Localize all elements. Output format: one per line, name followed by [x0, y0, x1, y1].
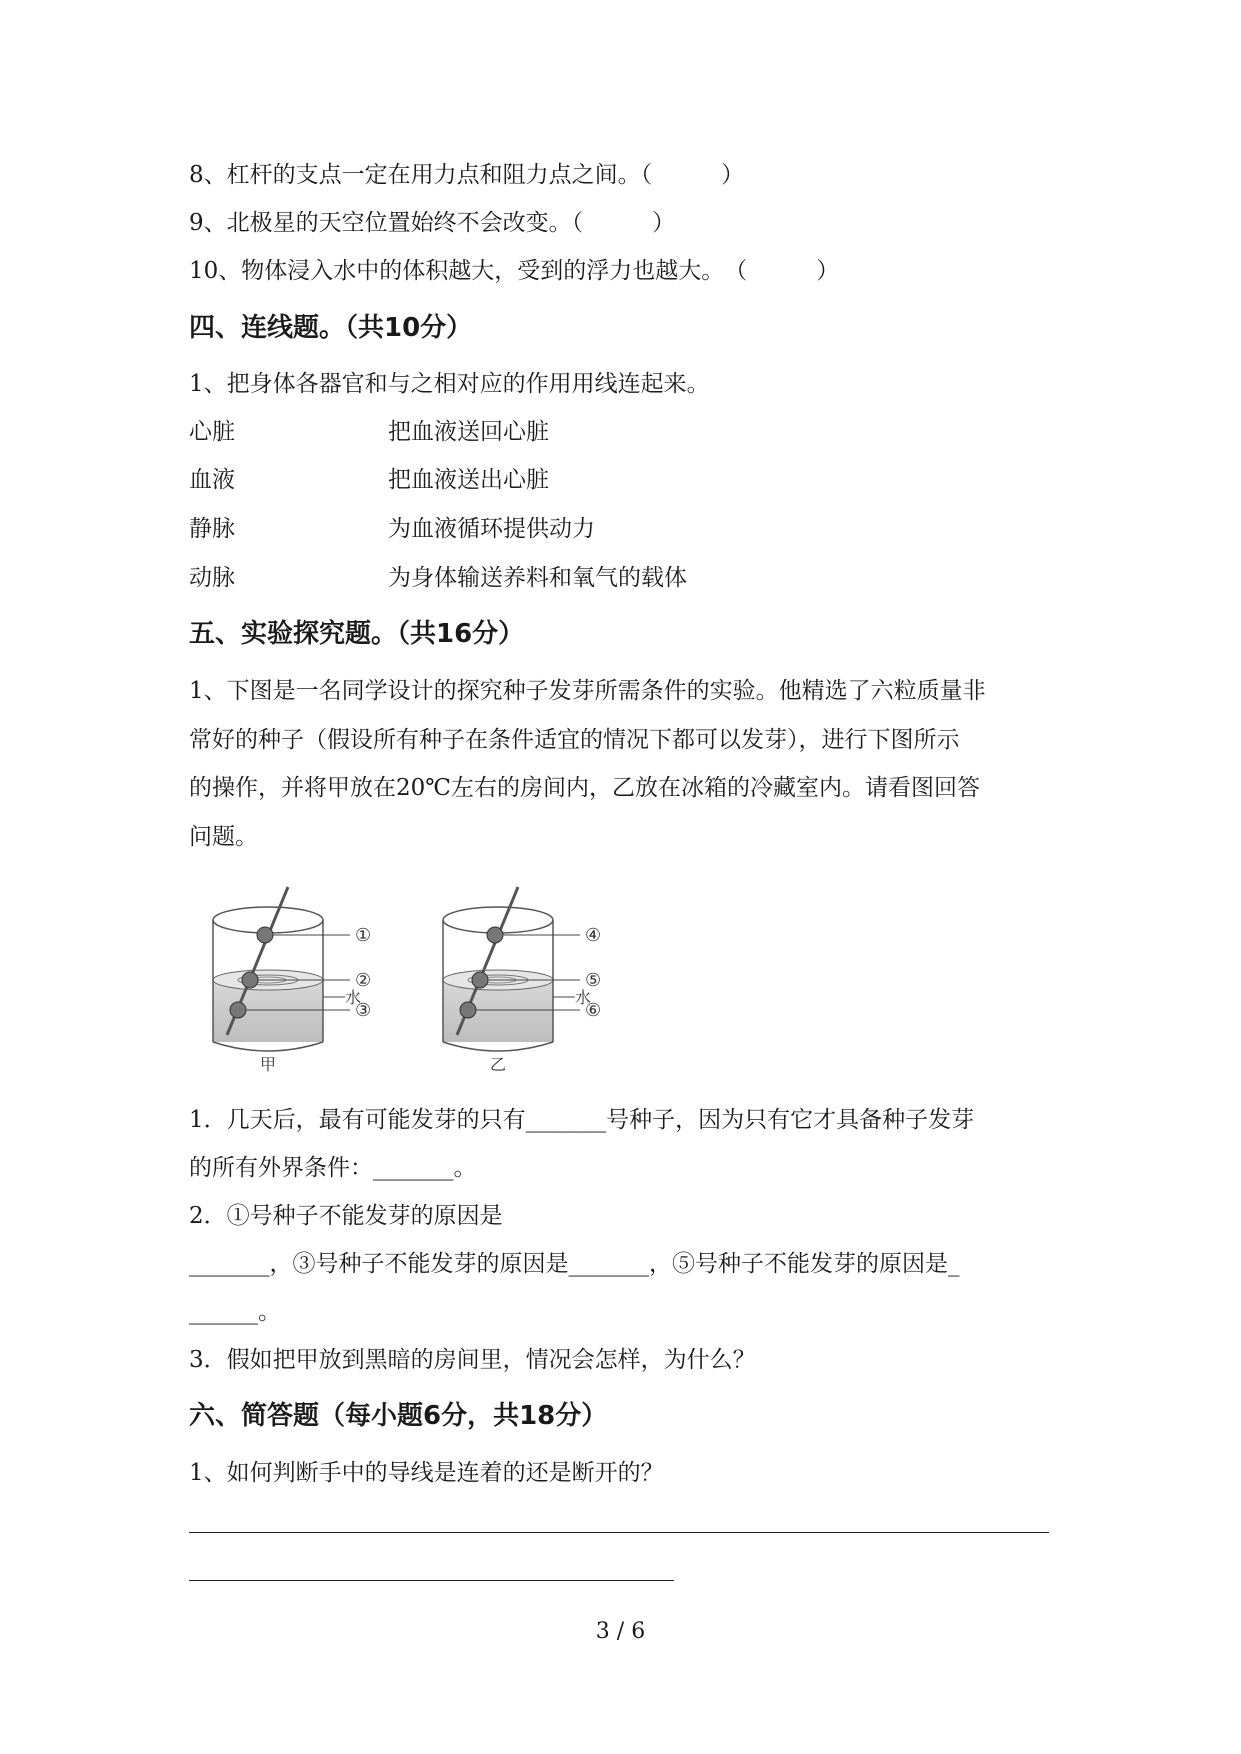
intro-line-2: 常好的种子（假设所有种子在条件适宜的情况下都可以发芽），进行下图所示 [189, 727, 960, 753]
section5-heading: 五、实验探究题。（共16分） [189, 619, 525, 649]
sub-question-3: 3．假如把甲放到黑暗的房间里，情况会怎样，为什么？ [189, 1347, 756, 1373]
sub-question-2b: _______，③号种子不能发芽的原因是_______，⑤号种子不能发芽的原因是_ [189, 1251, 960, 1277]
seed-4 [487, 927, 503, 943]
sub-question-2a: 2．①号种子不能发芽的原因是 [189, 1203, 503, 1229]
sub-question-2c: ______。 [189, 1299, 281, 1325]
seed-experiment-figure [205, 885, 625, 1075]
answer-line-1[interactable] [189, 1532, 1049, 1533]
intro-line-1: 1、下图是一名同学设计的探究种子发芽所需条件的实验。他精选了六粒质量非 [189, 678, 986, 704]
tf-item-9: 9、北极星的天空位置始终不会改变。（ ） [189, 210, 676, 236]
organ-blood: 血液 [189, 467, 235, 493]
label-seed-5: ⑤ [585, 970, 602, 991]
label-seed-1: ① [355, 925, 372, 946]
page-number: 3 / 6 [595, 1619, 646, 1644]
label-seed-6: ⑥ [585, 1000, 602, 1021]
beaker-jia [213, 887, 371, 1074]
section4-question: 1、把身体各器官和与之相对应的作用用线连起来。 [189, 371, 710, 397]
seed-5 [472, 972, 488, 988]
organ-artery: 动脉 [189, 565, 235, 591]
intro-line-4: 问题。 [189, 824, 258, 850]
sub-question-1b: 的所有外界条件：_______。 [189, 1155, 477, 1181]
seed-3 [230, 1002, 246, 1018]
label-seed-4: ④ [585, 925, 602, 946]
seed-1 [257, 927, 273, 943]
label-seed-3: ③ [355, 1000, 372, 1021]
section4-heading: 四、连线题。（共10分） [189, 313, 473, 343]
seed-6 [460, 1002, 476, 1018]
organ-heart: 心脏 [189, 419, 235, 445]
label-jia: 甲 [260, 1055, 277, 1074]
section6-question: 1、如何判断手中的导线是连着的还是断开的？ [189, 1460, 664, 1486]
function-2: 把血液送出心脏 [388, 467, 549, 493]
organ-vein: 静脉 [189, 516, 235, 542]
tf-item-10: 10、物体浸入水中的体积越大，受到的浮力也越大。 （ ） [189, 258, 840, 284]
beaker-yi [443, 887, 601, 1074]
label-yi: 乙 [490, 1055, 507, 1074]
function-1: 把血液送回心脏 [388, 419, 549, 445]
label-water-yi: 水 [575, 988, 592, 1007]
seed-2 [242, 972, 258, 988]
answer-line-2[interactable] [189, 1580, 674, 1581]
label-water-jia: 水 [345, 988, 362, 1007]
sub-question-1a: 1．几天后，最有可能发芽的只有_______号种子，因为只有它才具备种子发芽 [189, 1107, 975, 1133]
function-4: 为身体输送养料和氧气的载体 [388, 565, 687, 591]
function-3: 为血液循环提供动力 [388, 516, 595, 542]
section6-heading: 六、简答题（每小题6分，共18分） [189, 1401, 608, 1431]
tf-item-8: 8、杠杆的支点一定在用力点和阻力点之间。（ ） [189, 162, 745, 188]
label-seed-2: ② [355, 970, 372, 991]
intro-line-3: 的操作，并将甲放在20℃左右的房间内，乙放在冰箱的冷藏室内。请看图回答 [189, 775, 980, 801]
